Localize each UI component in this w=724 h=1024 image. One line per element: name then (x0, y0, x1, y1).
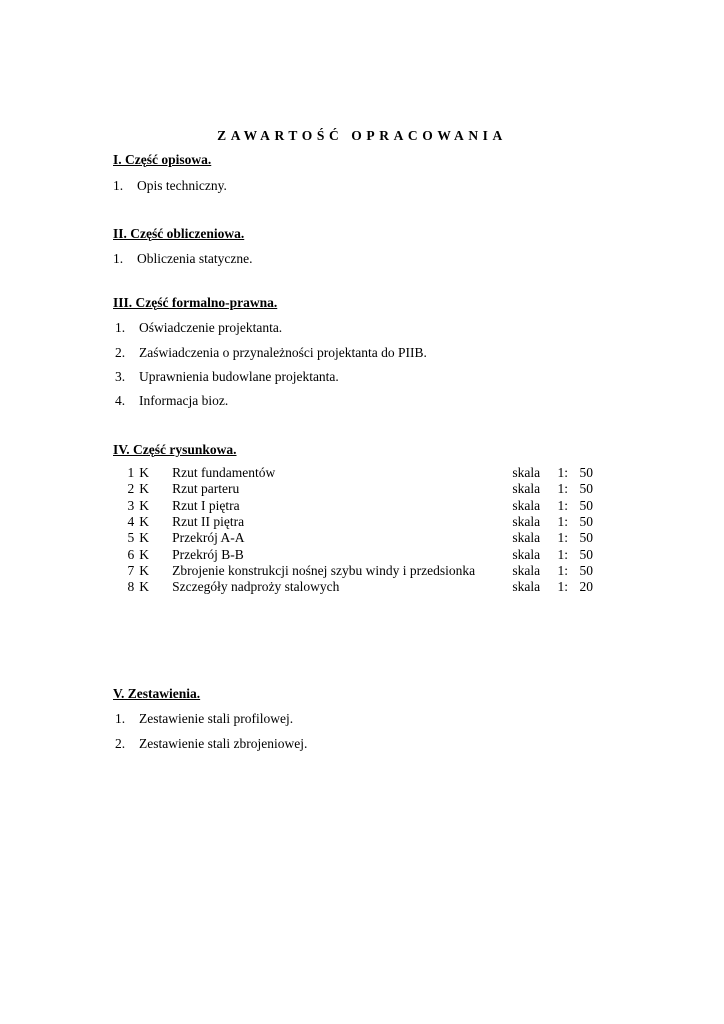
item-text: Zestawienie stali zbrojeniowej. (139, 736, 308, 751)
list-item (113, 251, 252, 267)
table-row (113, 514, 593, 530)
drawing-number: 7 (127, 562, 135, 578)
item-number: 1. (115, 711, 126, 726)
item-text: Informacja bioz. (139, 393, 229, 408)
item-text: Uprawnienia budowlane projektanta. (139, 369, 339, 384)
table-row (113, 579, 593, 595)
drawings-table (113, 465, 593, 595)
item-text: Obliczenia statyczne. (137, 251, 253, 266)
drawing-number: 8 (127, 579, 135, 595)
page-title: ZAWARTOŚĆ OPRACOWANIA (217, 128, 507, 143)
drawing-branch: K (139, 562, 150, 578)
scale-ratio: 1: (557, 465, 569, 481)
scale-ratio: 1: (557, 530, 569, 546)
list-item (113, 178, 227, 194)
drawing-title: Rzut II piętra (172, 514, 245, 530)
scale-ratio: 1: (557, 562, 569, 578)
item-text: Zestawienie stali profilowej. (139, 711, 294, 726)
scale-value: 50 (579, 530, 593, 546)
scale-value: 50 (579, 481, 593, 497)
scale-value: 50 (579, 514, 593, 530)
scale-ratio: 1: (557, 514, 569, 530)
item-text: Opis techniczny. (137, 178, 227, 193)
scale-value: 50 (579, 497, 593, 513)
drawing-branch: K (139, 530, 150, 546)
item-number: 1. (113, 251, 124, 266)
scale-ratio: 1: (557, 497, 569, 513)
drawing-title: Zbrojenie konstrukcji nośnej szybu windy i przedsionka (172, 562, 476, 578)
list-item (115, 393, 228, 409)
scale-label: skala (512, 546, 541, 562)
item-text: Oświadczenie projektanta. (139, 320, 283, 335)
list-item (115, 369, 339, 385)
drawing-number: 5 (127, 530, 135, 546)
drawing-title: Szczegóły nadproży stalowych (172, 579, 340, 595)
drawing-branch: K (139, 465, 150, 481)
item-number: 2. (115, 345, 126, 360)
scale-label: skala (512, 530, 541, 546)
item-text: Zaświadczenia o przynależności projektanta do PIIB. (139, 345, 427, 360)
list-item (115, 320, 282, 336)
item-number: 3. (115, 369, 126, 384)
section-heading-5: V. Zestawienia. (113, 686, 201, 701)
scale-value: 20 (579, 579, 593, 595)
drawing-branch: K (139, 514, 150, 530)
section-heading-3: III. Część formalno-prawna. (113, 295, 278, 310)
list-item (115, 736, 307, 752)
scale-ratio: 1: (557, 481, 569, 497)
item-number: 2. (115, 736, 126, 751)
scale-ratio: 1: (557, 579, 569, 595)
scale-value: 50 (579, 546, 593, 562)
section-heading-1: I. Część opisowa. (113, 152, 212, 167)
table-row (113, 465, 593, 481)
drawing-title: Przekrój B-B (172, 546, 244, 562)
scale-label: skala (512, 562, 541, 578)
scale-label: skala (512, 481, 541, 497)
item-number: 4. (115, 393, 126, 408)
table-row (113, 563, 593, 579)
scale-label: skala (512, 497, 541, 513)
drawing-number: 1 (127, 465, 135, 481)
scale-value: 50 (579, 465, 593, 481)
table-row (113, 481, 593, 497)
section-heading-4: IV. Część rysunkowa. (113, 442, 237, 457)
drawing-branch: K (139, 497, 150, 513)
drawing-branch: K (139, 481, 150, 497)
table-row (113, 498, 593, 514)
drawing-number: 6 (127, 546, 135, 562)
scale-label: skala (512, 465, 541, 481)
drawing-title: Rzut I piętra (172, 497, 240, 513)
drawing-title: Przekrój A-A (172, 530, 245, 546)
table-row (113, 546, 593, 562)
list-item (115, 711, 293, 727)
drawing-number: 3 (127, 497, 135, 513)
drawing-branch: K (139, 546, 150, 562)
drawing-number: 4 (127, 514, 135, 530)
section-heading-2: II. Część obliczeniowa. (113, 226, 245, 241)
drawing-number: 2 (127, 481, 135, 497)
scale-value: 50 (579, 562, 593, 578)
item-number: 1. (113, 178, 124, 193)
scale-ratio: 1: (557, 546, 569, 562)
scale-label: skala (512, 579, 541, 595)
item-number: 1. (115, 320, 126, 335)
drawing-title: Rzut fundamentów (172, 465, 276, 481)
drawing-title: Rzut parteru (172, 481, 240, 497)
drawing-branch: K (139, 579, 150, 595)
scale-label: skala (512, 514, 541, 530)
table-row (113, 530, 593, 546)
list-item (115, 345, 427, 361)
